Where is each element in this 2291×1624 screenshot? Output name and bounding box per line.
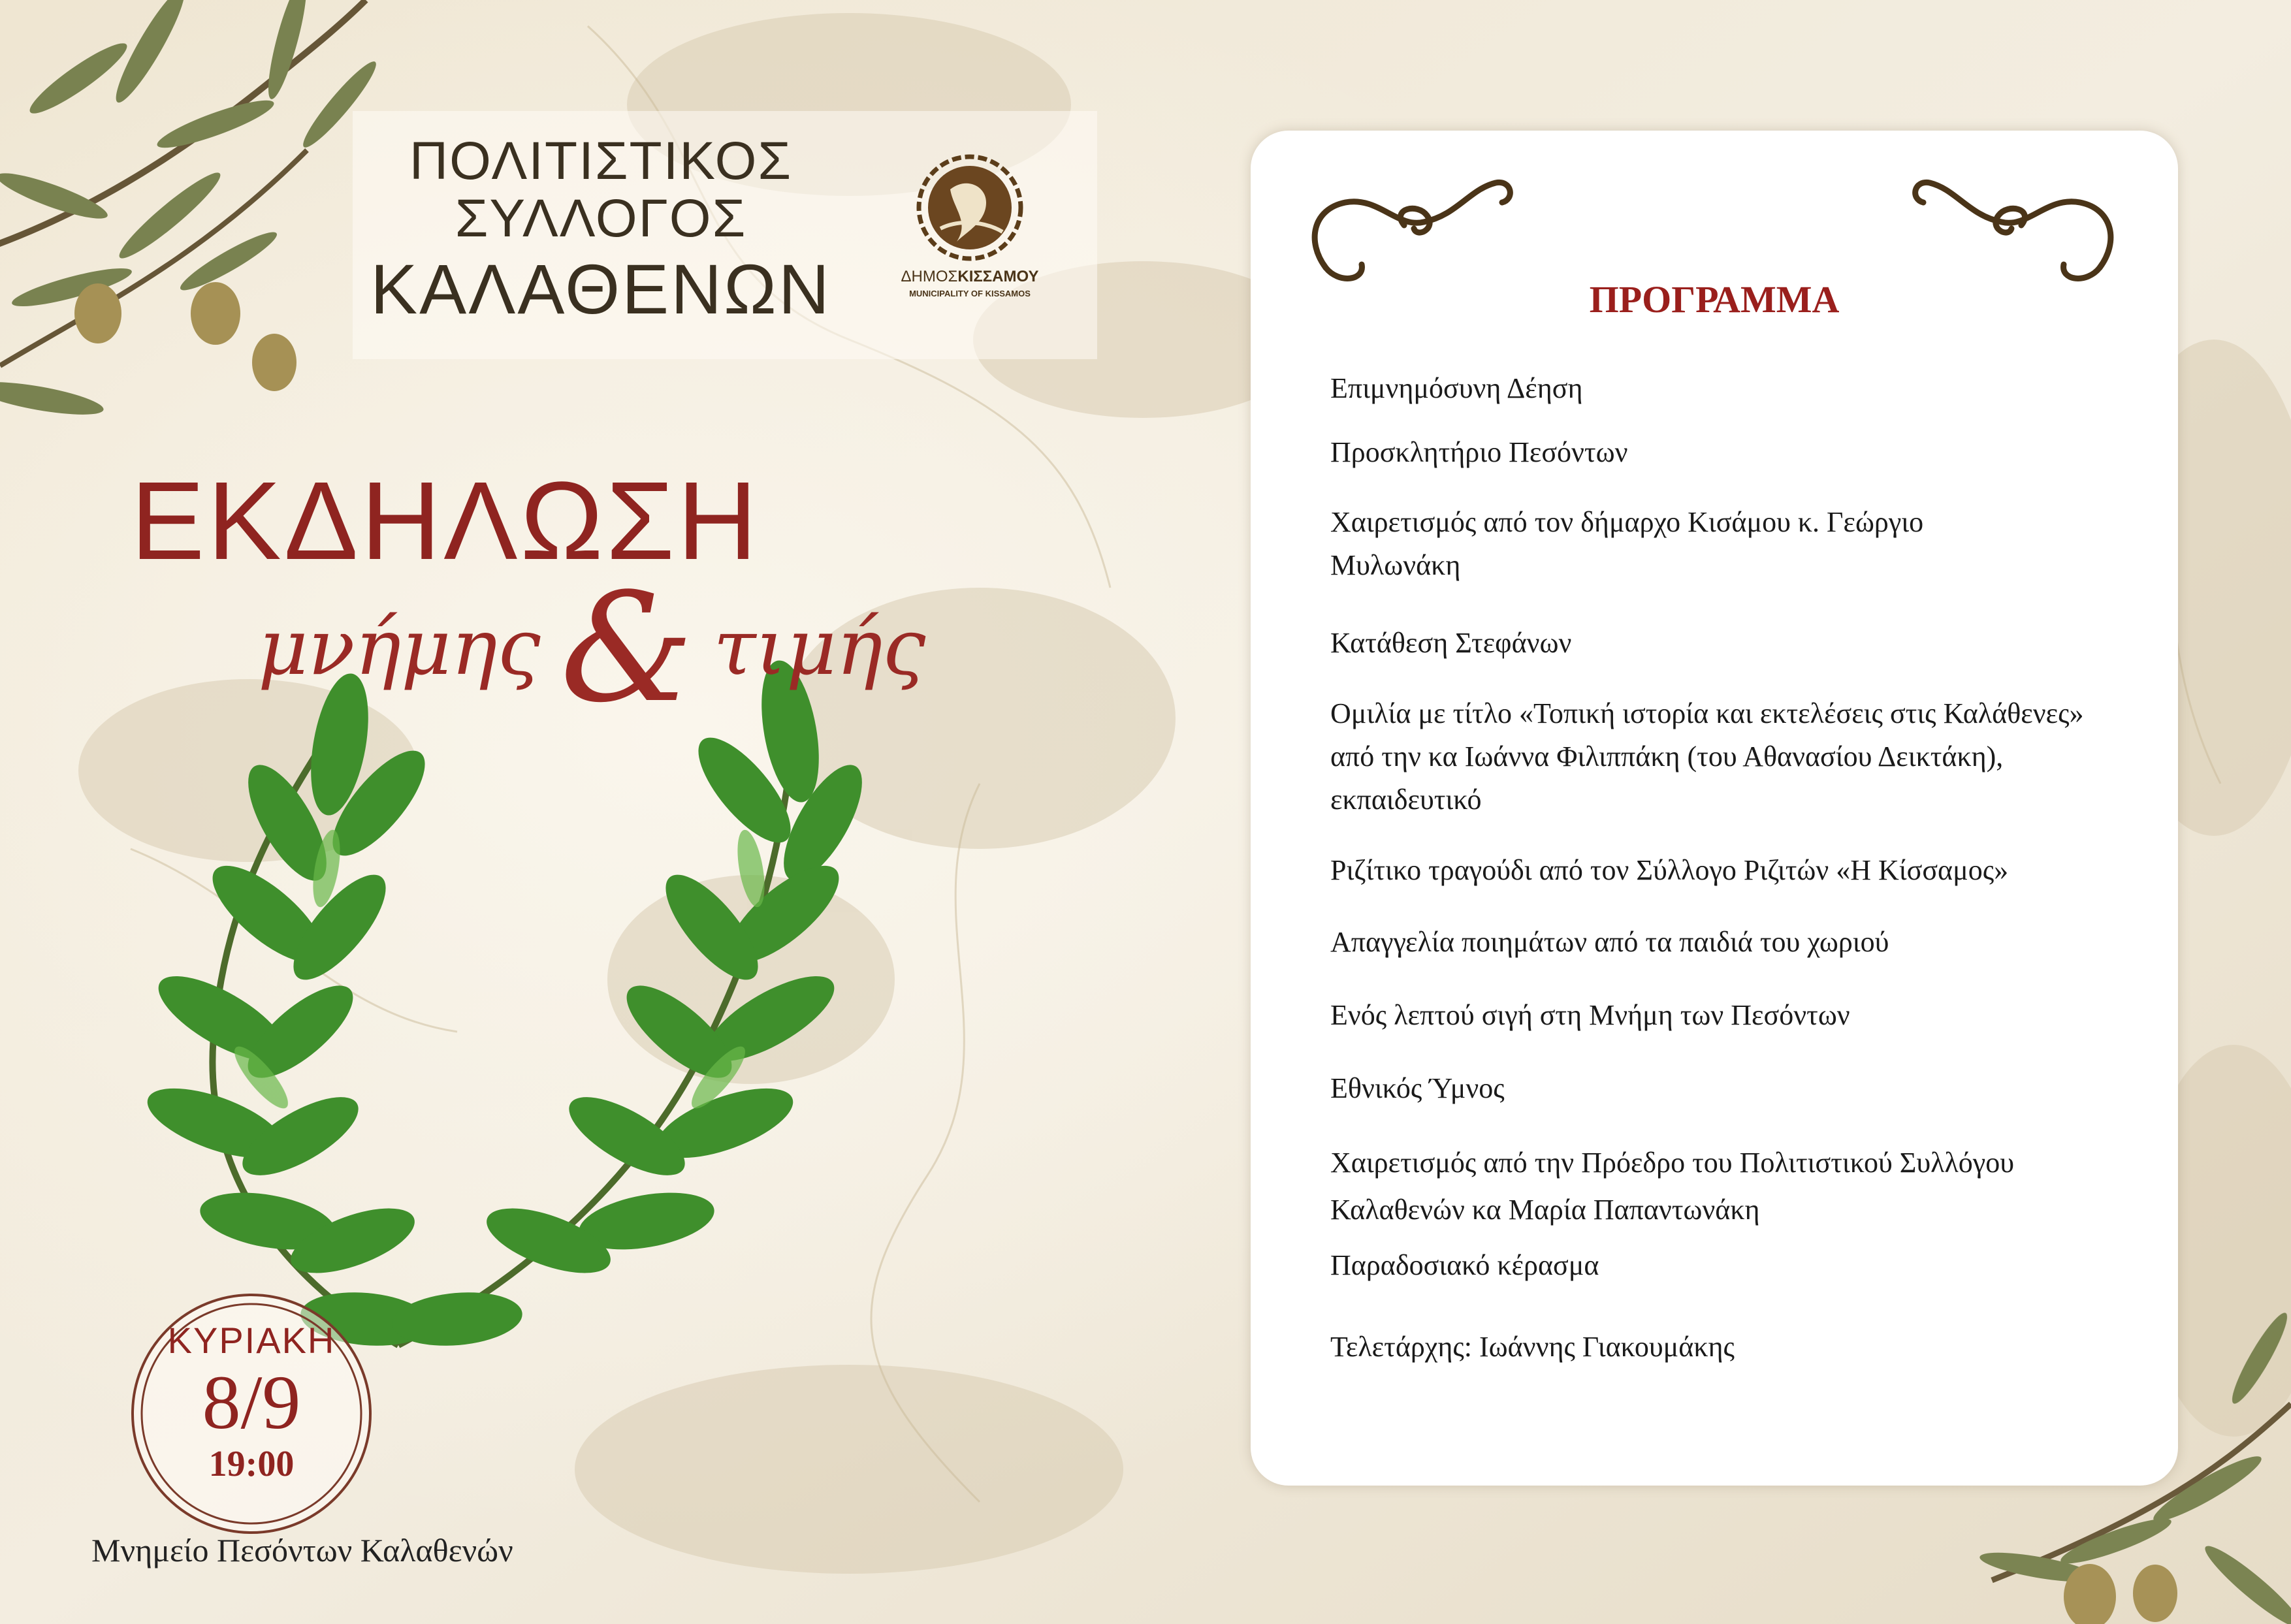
org-name-line2: ΣΥΛΛΟΓΟΣ bbox=[455, 189, 747, 248]
event-subtitle bbox=[258, 562, 925, 736]
date-badge bbox=[127, 1290, 376, 1538]
program-item: Προσκλητήριο Πεσόντων bbox=[1330, 436, 1628, 468]
swirl-ornament-icon bbox=[1306, 170, 1522, 287]
subtitle-ampersand: & bbox=[560, 562, 694, 736]
program-item: Παραδοσιακό κέρασμα bbox=[1330, 1249, 1599, 1281]
program-card bbox=[1251, 131, 2178, 1486]
org-name-line1: ΠΟΛΙΤΙΣΤΙΚΟΣ bbox=[409, 131, 793, 191]
event-location: Μνημείο Πεσόντων Καλαθενών bbox=[91, 1532, 513, 1568]
organization-header bbox=[353, 111, 1097, 359]
event-time: 19:00 bbox=[208, 1444, 295, 1484]
swirl-ornament-icon bbox=[1904, 170, 2119, 287]
program-item: Ενός λεπτού σιγή στη Μνήμη των Πεσόντων bbox=[1330, 999, 1850, 1031]
municipality-emblem-icon bbox=[888, 150, 1051, 268]
program-item: Εθνικός Ύμνος bbox=[1330, 1072, 1505, 1104]
program-item: Απαγγελία ποιημάτων από τα παιδιά του χωριού bbox=[1330, 926, 1889, 958]
program-title: ΠΡΟΓΡΑΜΜΑ bbox=[1589, 278, 1840, 321]
org-name-line3: ΚΑΛΑΘΕΝΩΝ bbox=[370, 249, 831, 328]
program-item: Χαιρετισμός από τον δήμαρχο Κισάμου κ. Γεώργιο Μυλωνάκη bbox=[1330, 506, 1924, 581]
municipality-name: ΔΗΜΟΣΚΙΣΣΑΜΟΥ bbox=[901, 268, 1039, 285]
subtitle-word-honor: τιμής bbox=[713, 602, 926, 692]
event-day: ΚΥΡΙΑΚΗ bbox=[167, 1320, 336, 1361]
program-item: Επιμνημόσυνη Δέηση bbox=[1330, 372, 1583, 404]
program-item: Τελετάρχης: Ιωάννης Γιακουμάκης bbox=[1330, 1331, 1735, 1363]
event-title: ΕΚΔΗΛΩΣΗ bbox=[131, 459, 760, 583]
subtitle-word-memory: μνήμης bbox=[258, 602, 541, 692]
program-item: Ριζίτικο τραγούδι από τον Σύλλογο Ριζιτών «Η Κίσσαμος» bbox=[1330, 854, 2009, 886]
municipality-subtitle: MUNICIPALITY OF KISSAMOS bbox=[909, 289, 1031, 298]
program-item: Κατάθεση Στεφάνων bbox=[1330, 627, 1572, 659]
program-item: Χαιρετισμός από την Πρόεδρο του Πολιτιστικού Συλλόγου Καλαθενών κα Μαρία Παπαντωνάκη bbox=[1330, 1147, 2015, 1226]
municipality-logo bbox=[888, 150, 1051, 307]
program-item: Ομιλία με τίτλο «Τοπική ιστορία και εκτελέσεις στις Καλάθενες» από την κα Ιωάννα Φιλιππάκη (του Αθανασίου Δεικτάκη), εκπαιδευτικό bbox=[1330, 697, 2084, 816]
event-date: 8/9 bbox=[202, 1360, 301, 1445]
